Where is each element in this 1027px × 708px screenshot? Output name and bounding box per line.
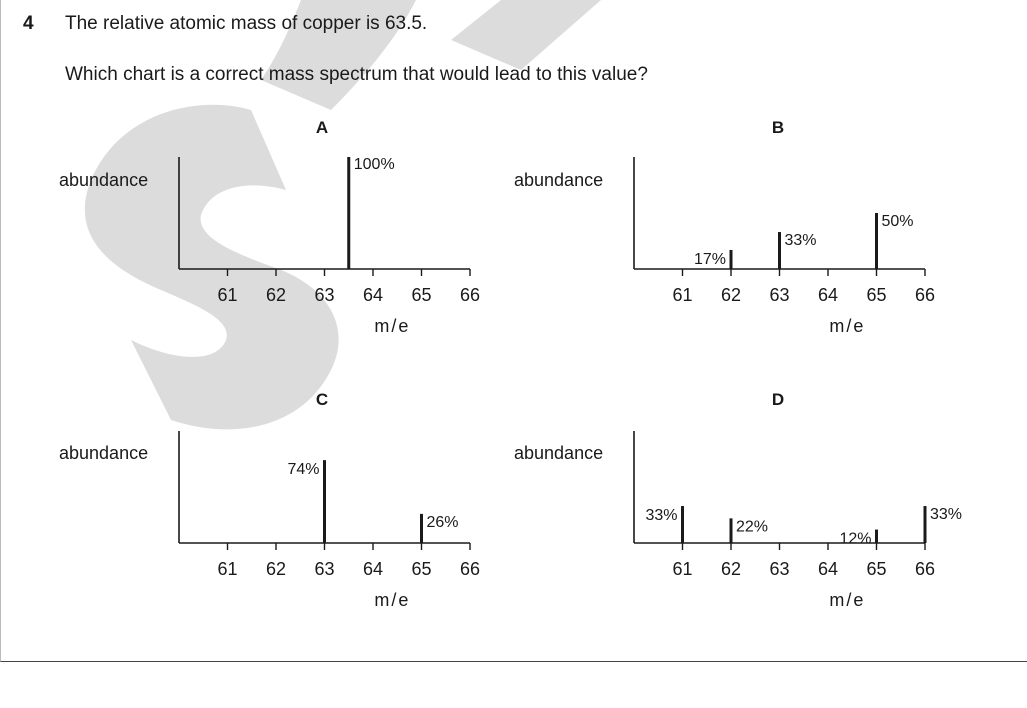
- chart-b-tick-label-62: 62: [720, 285, 742, 305]
- chart-d-y-label: abundance: [514, 443, 604, 463]
- chart-d-title: D: [771, 390, 785, 409]
- chart-c-tick-label-63: 63: [314, 559, 335, 579]
- chart-b-tick-label-64: 64: [817, 285, 839, 305]
- chart-d-x-label: m/e: [829, 590, 866, 610]
- chart-c-tick-label-64: 64: [362, 559, 384, 579]
- chart-c-tick-label-61: 61: [217, 559, 238, 579]
- chart-c-tick-label-66: 66: [459, 559, 481, 579]
- chart-a-tick-label-61: 61: [217, 285, 238, 305]
- chart-a-x-label: m/e: [374, 316, 411, 336]
- question-stem: The relative atomic mass of copper is 63.5.: [65, 13, 428, 34]
- chart-d-tick-label-63: 63: [769, 559, 790, 579]
- chart-d-tick-label-64: 64: [817, 559, 839, 579]
- mass-spectra-charts: [1, 0, 1027, 662]
- chart-b-title: B: [771, 118, 785, 137]
- chart-d-peak-label-3: 12%: [839, 530, 872, 548]
- chart-a-y-label: abundance: [59, 170, 149, 190]
- question-number: 4: [23, 13, 34, 34]
- chart-c-y-label: abundance: [59, 443, 149, 463]
- chart-c-x-label: m/e: [374, 590, 411, 610]
- question-prompt: Which chart is a correct mass spectrum that would lead to this value?: [65, 64, 648, 85]
- chart-d-tick-label-66: 66: [914, 559, 936, 579]
- chart-a-tick-label-66: 66: [459, 285, 481, 305]
- chart-a-tick-label-63: 63: [314, 285, 335, 305]
- chart-b-y-label: abundance: [514, 170, 604, 190]
- chart-b-x-label: m/e: [829, 316, 866, 336]
- chart-d-tick-label-61: 61: [672, 559, 693, 579]
- chart-c-peak-label-2: 26%: [426, 513, 459, 531]
- chart-c-tick-label-62: 62: [265, 559, 287, 579]
- chart-a-peak-label-1: 100%: [353, 156, 395, 173]
- chart-b-peak-label-3: 50%: [881, 213, 914, 230]
- chart-a-title: A: [315, 118, 329, 137]
- chart-b-tick-label-63: 63: [769, 285, 790, 305]
- chart-a-tick-label-64: 64: [362, 285, 384, 305]
- chart-b-tick-label-61: 61: [672, 285, 693, 305]
- chart-c-title: C: [315, 390, 329, 409]
- chart-d-tick-label-62: 62: [720, 559, 742, 579]
- chart-d-peak-label-4: 33%: [930, 506, 963, 524]
- chart-a-tick-label-65: 65: [411, 285, 432, 305]
- chart-b-tick-label-66: 66: [914, 285, 936, 305]
- chart-d-peak-label-2: 22%: [736, 518, 769, 536]
- chart-a-tick-label-62: 62: [265, 285, 287, 305]
- chart-b-peak-label-1: 17%: [693, 250, 726, 268]
- chart-c-tick-label-65: 65: [411, 559, 432, 579]
- chart-b-tick-label-65: 65: [866, 285, 887, 305]
- chart-c-peak-label-1: 74%: [287, 461, 320, 479]
- chart-d-peak-label-1: 33%: [645, 507, 678, 525]
- chart-b-peak-label-2: 33%: [784, 232, 817, 250]
- chart-d-tick-label-65: 65: [866, 559, 887, 579]
